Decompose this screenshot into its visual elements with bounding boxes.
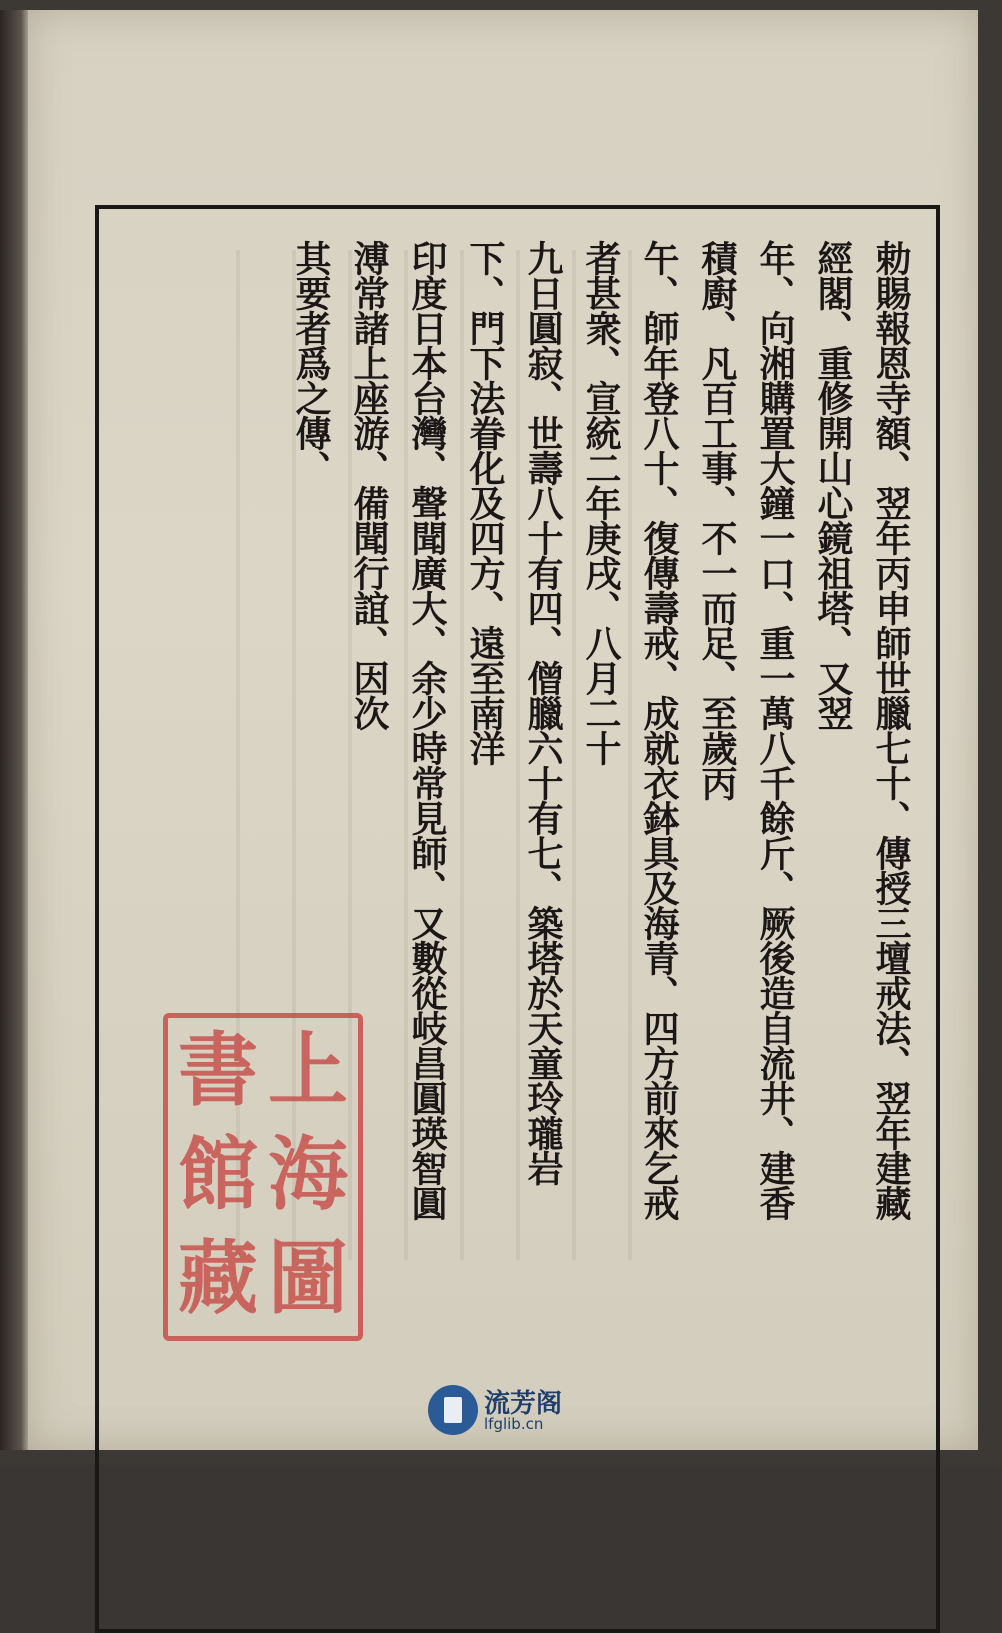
watermark-url: lfglib.cn (484, 1415, 544, 1433)
vertical-text-block (282, 240, 920, 1240)
text-column: 九日圓寂、世壽八十有四、僧臘六十有七、築塔於天童玲瓏岩下、門下法眷化及四方、遠至南洋 (464, 240, 564, 1185)
text-column: 午、師年登八十、復傳壽戒、成就衣鉢具及海青、四方前來乞戒者甚衆、宣統二年庚戌、八月二十 (580, 240, 680, 1220)
book-spine-edge (0, 10, 30, 1450)
seal-glyph: 書 (178, 1023, 258, 1117)
text-column: 勅賜報恩寺額、翌年丙申師世臘七十、傳授三壇戒法、翌年建藏經閣、重修開山心鏡祖塔、又翌 (812, 240, 912, 1220)
site-watermark (428, 1383, 588, 1439)
seal-glyph: 海 (268, 1127, 348, 1221)
seal-glyph: 圖 (268, 1231, 348, 1325)
seal-glyph: 館 (178, 1127, 258, 1221)
text-column: 年、向湘購置大鐘一口、重一萬八千餘斤、厥後造自流井、建香積廚、凡百工事、不一而足、至歲丙 (696, 240, 796, 1220)
library-seal-stamp (163, 1013, 363, 1341)
watermark-name: 流芳阁 (484, 1389, 563, 1419)
book-icon (428, 1385, 478, 1435)
seal-glyph: 上 (268, 1023, 348, 1117)
seal-glyph: 藏 (178, 1231, 258, 1325)
text-column: 其要者爲之傳、 (290, 240, 332, 485)
text-column: 印度日本台灣、聲聞廣大、余少時常見師、又數從岐昌圓瑛智圓溥常諸上座游、備聞行誼、因次 (348, 240, 448, 1220)
